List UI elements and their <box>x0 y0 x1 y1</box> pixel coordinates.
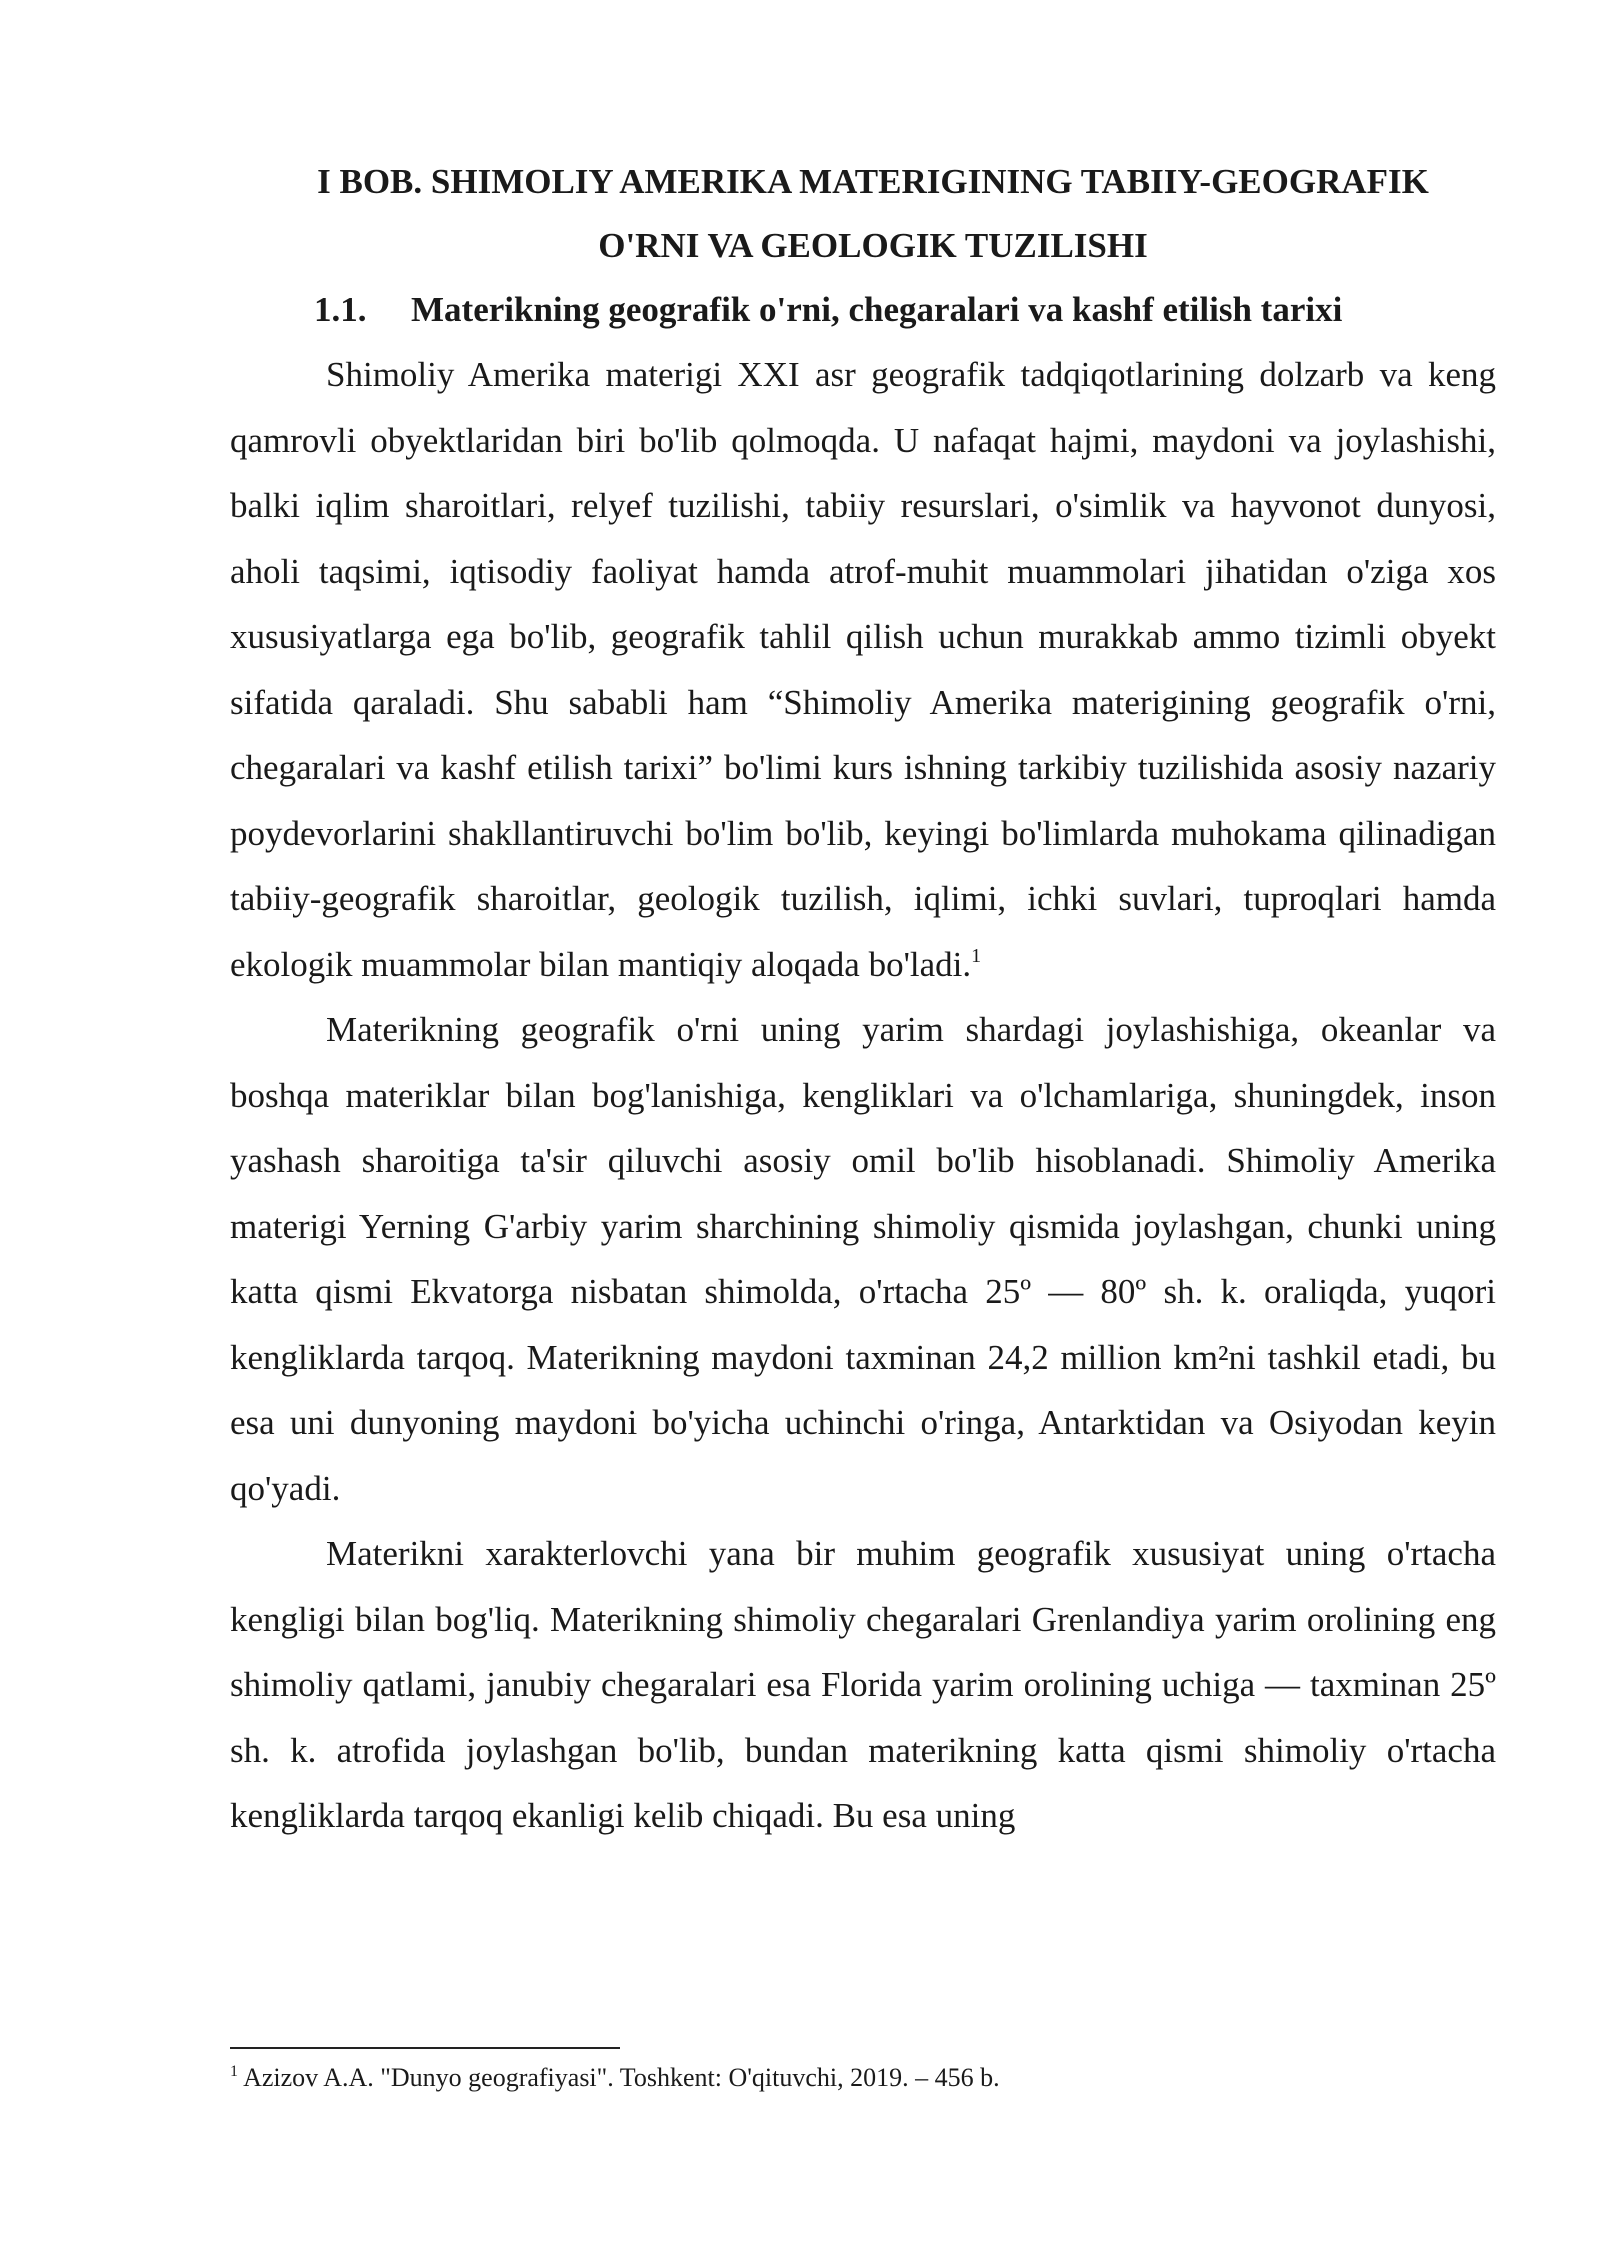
chapter-title-line1: I BOB. SHIMOLIY AMERIKA MATERIGINING TABIIY-GEOGRAFIK <box>317 162 1429 201</box>
body-paragraph-3 <box>230 1521 1496 1849</box>
section-heading <box>230 278 1496 342</box>
footnote-reference[interactable]: 1 <box>971 944 982 967</box>
document-page <box>230 150 1496 1849</box>
body-paragraph-2 <box>230 997 1496 1521</box>
footnote-text: Azizov A.A. "Dunyo geografiyasi". Toshkent: O'qituvchi, 2019. – 456 b. <box>238 2063 1000 2092</box>
footnote <box>230 2062 1000 2094</box>
section-number: 1.1. <box>314 290 367 329</box>
paragraph-text: Materikni xarakterlovchi yana bir muhim geografik xususiyat uning o'rtacha kengligi bilan bog'liq. Materikning shimoliy chegaralari Grenlandiya yarim orolining eng shimoliy qatlami, janubiy chegaralari esa Florida yarim orolining uchiga — taxminan 25º sh. k. atrofida joylashgan bo'lib, bundan materikning katta qismi shimoliy o'rtacha kengliklarda tarqoq ekanligi kelib chiqadi. Bu esa uning <box>230 1534 1496 1835</box>
paragraph-text: Shimoliy Amerika materigi XXI asr geografik tadqiqotlarining dolzarb va keng qamrovli obyektlaridan biri bo'lib qolmoqda. U nafaqat hajmi, maydoni va joylashishi, balki iqlim sharoitlari, relyef tuzilishi, tabiiy resurslari, o'simlik va hayvonot dunyosi, aholi taqsimi, iqtisodiy faoliyat hamda atrof-muhit muammolari jihatidan o'ziga xos xususiyatlarga ega bo'lib, geografik tahlil qilish uchun murakkab ammo tizimli obyekt sifatida qaraladi. Shu sababli ham “Shimoliy Amerika materigining geografik o'rni, chegaralari va kashf etilish tarixi” bo'limi kurs ishning tarkibiy tuzilishida asosiy nazariy poydevorlarini shakllantiruvchi bo'lim bo'lib, keyingi bo'limlarda muhokama qilinadigan tabiiy-geografik sharoitlar, geologik tuzilish, iqlimi, ichki suvlari, tuproqlari hamda ekologik muammolar bilan mantiqiy aloqada bo'ladi. <box>230 355 1496 984</box>
footnote-separator <box>230 2047 620 2049</box>
body-paragraph-1 <box>230 342 1496 997</box>
paragraph-text: Materikning geografik o'rni uning yarim shardagi joylashishiga, okeanlar va boshqa materiklar bilan bog'lanishiga, kengliklari va o'lchamlariga, shuningdek, inson yashash sharoitiga ta'sir qiluvchi asosiy omil bo'lib hisoblanadi. Shimoliy Amerika materigi Yerning G'arbiy yarim sharchining shimoliy qismida joylashgan, chunki uning katta qismi Ekvatorga nisbatan shimolda, o'rtacha 25º — 80º sh. k. oraliqda, yuqori kengliklarda tarqoq. Materikning maydoni taxminan 24,2 million km²ni tashkil etadi, bu esa uni dunyoning maydoni bo'yicha uchinchi o'ringa, Antarktidan va Osiyodan keyin qo'yadi. <box>230 1010 1496 1508</box>
chapter-title-line2: O'RNI VA GEOLOGIK TUZILISHI <box>598 226 1148 265</box>
section-title: Materikning geografik o'rni, chegaralari va kashf etilish tarixi <box>411 290 1343 329</box>
footnote-number: 1 <box>230 2063 238 2080</box>
chapter-title <box>230 150 1496 278</box>
